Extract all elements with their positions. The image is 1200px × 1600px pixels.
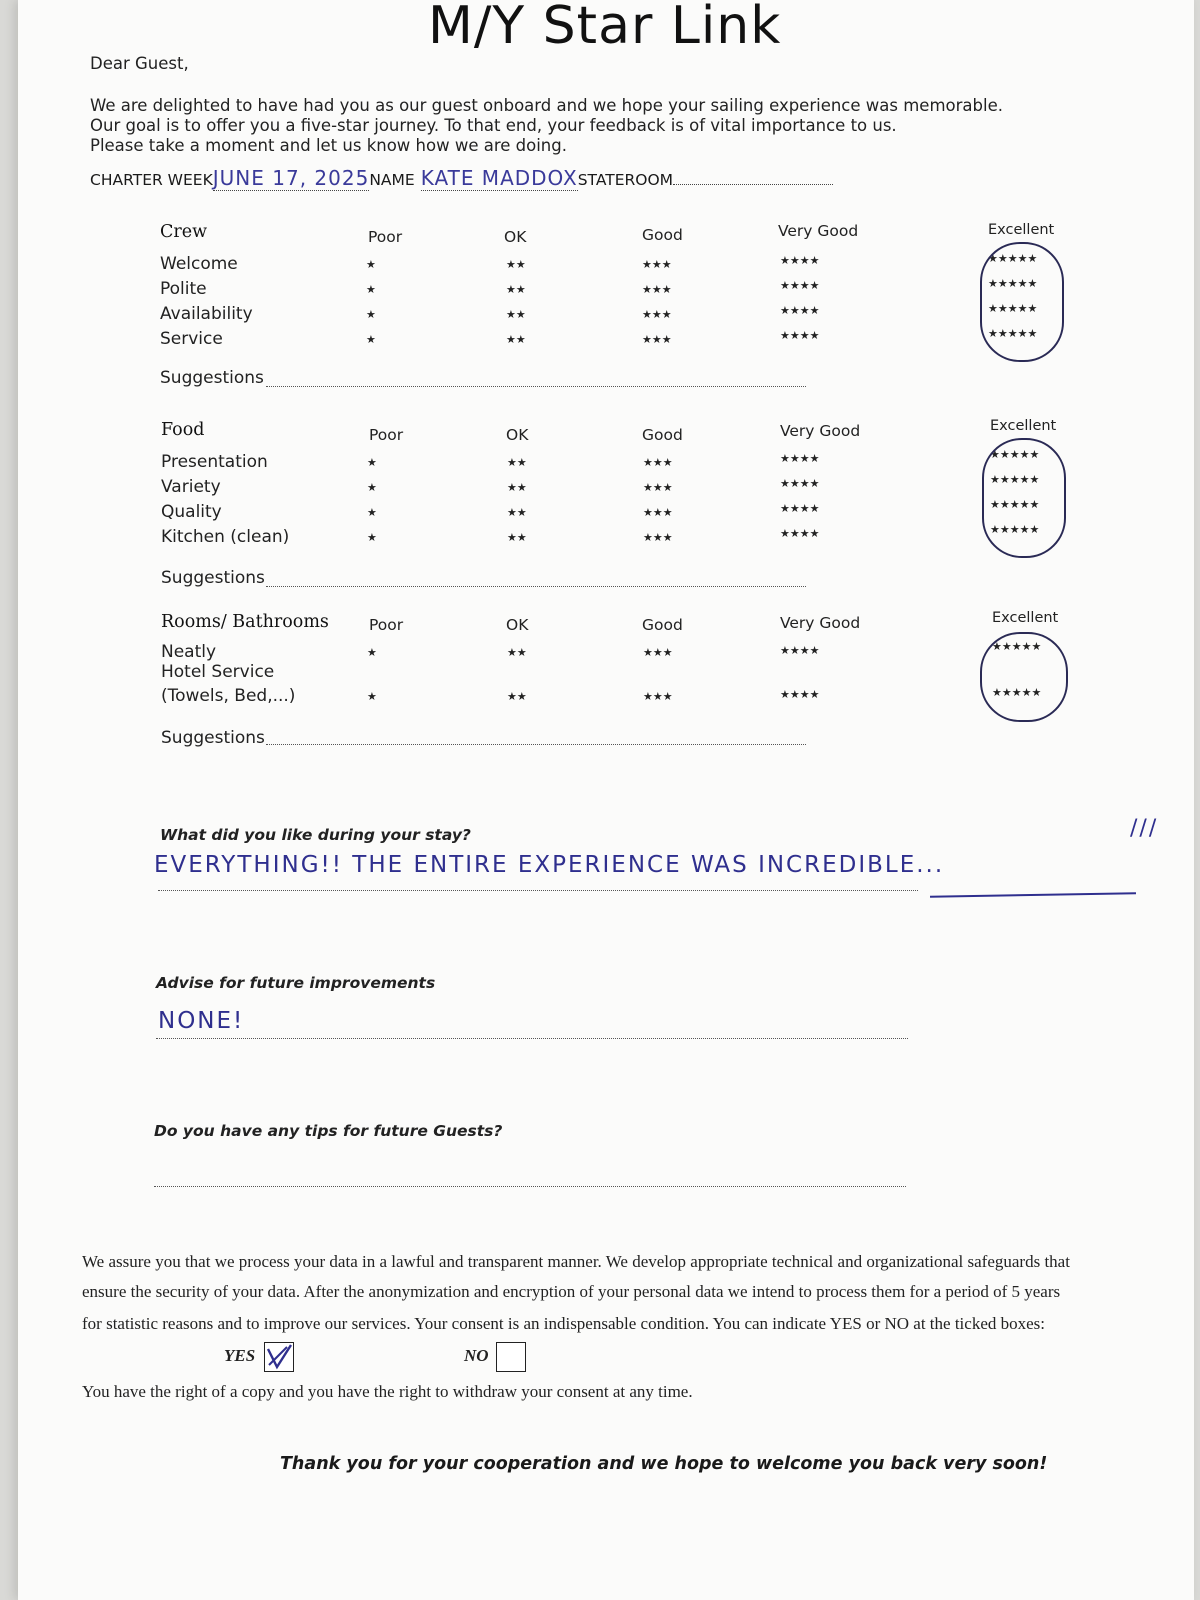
crew-service-stars-very-good[interactable]: ★★★★ (780, 329, 820, 342)
crew-service-stars-poor[interactable]: ★ (366, 333, 376, 346)
feedback-form-sheet (18, 0, 1194, 1600)
liked-answer-field[interactable]: EVERYTHING!! THE ENTIRE EXPERIENCE WAS INCREDIBLE... (154, 852, 945, 878)
rooms-towels-stars-good[interactable]: ★★★ (643, 690, 673, 703)
form-title: M/Y Star Link (428, 0, 782, 56)
rooms-section-title: Rooms/ Bathrooms (161, 612, 329, 632)
food-excellent-circle (982, 438, 1066, 558)
food-kitchen-stars-ok[interactable]: ★★ (507, 531, 527, 544)
crew-col-excellent: Excellent (988, 222, 1055, 238)
consent-line-3: for statistic reasons and to improve our services. Your consent is an indispensable condition. You can indicate YES or NO at the ticked boxes: (82, 1314, 1045, 1333)
food-col-ok: OK (506, 426, 529, 444)
crew-welcome-stars-poor[interactable]: ★ (366, 258, 376, 271)
intro-line-3: Please take a moment and let us know how we are doing. (90, 136, 567, 155)
advise-answer-line (156, 1038, 908, 1039)
food-kitchen-stars-poor[interactable]: ★ (367, 531, 377, 544)
crew-polite-stars-very-good[interactable]: ★★★★ (780, 279, 820, 292)
food-kitchen-stars-excellent[interactable]: ★★★★★ (990, 523, 1040, 536)
rooms-neatly-stars-excellent[interactable]: ★★★★★ (992, 640, 1042, 653)
name-field[interactable]: KATE MADDOX (420, 166, 578, 190)
food-suggestions-field[interactable] (266, 586, 806, 587)
rooms-towels-stars-ok[interactable]: ★★ (507, 690, 527, 703)
crew-welcome-stars-very-good[interactable]: ★★★★ (780, 254, 820, 267)
liked-answer-line (158, 890, 918, 891)
food-presentation-stars-excellent[interactable]: ★★★★★ (990, 448, 1040, 461)
food-item-variety: Variety (161, 477, 221, 497)
tips-question: Do you have any tips for future Guests? (154, 1122, 503, 1140)
food-quality-stars-good[interactable]: ★★★ (643, 506, 673, 519)
consent-no-label: NO (464, 1346, 489, 1365)
crew-polite-stars-poor[interactable]: ★ (366, 283, 376, 296)
stateroom-label: STATEROOM (577, 171, 674, 189)
crew-availability-stars-very-good[interactable]: ★★★★ (780, 304, 820, 317)
crew-excellent-circle (980, 242, 1064, 362)
rooms-neatly-stars-ok[interactable]: ★★ (507, 646, 527, 659)
rooms-neatly-stars-poor[interactable]: ★ (367, 646, 377, 659)
crew-service-stars-good[interactable]: ★★★ (642, 333, 672, 346)
crew-polite-stars-excellent[interactable]: ★★★★★ (988, 277, 1038, 290)
crew-suggestions-field[interactable] (266, 386, 806, 387)
crew-availability-stars-good[interactable]: ★★★ (642, 308, 672, 321)
rooms-neatly-stars-very-good[interactable]: ★★★★ (780, 644, 820, 657)
rooms-towels-stars-excellent[interactable]: ★★★★★ (992, 686, 1042, 699)
crew-item-polite: Polite (160, 279, 207, 299)
rooms-item-towels-bed: (Towels, Bed,...) (161, 686, 296, 706)
crew-availability-stars-excellent[interactable]: ★★★★★ (988, 302, 1038, 315)
food-col-very-good: Very Good (780, 422, 861, 440)
crew-welcome-stars-excellent[interactable]: ★★★★★ (988, 252, 1038, 265)
rooms-towels-stars-poor[interactable]: ★ (367, 690, 377, 703)
food-variety-stars-excellent[interactable]: ★★★★★ (990, 473, 1040, 486)
rooms-suggestions-field[interactable] (266, 744, 806, 745)
greeting: Dear Guest, (90, 54, 189, 73)
name-label: NAME (369, 171, 415, 189)
rooms-col-excellent: Excellent (992, 610, 1059, 626)
food-quality-stars-ok[interactable]: ★★ (507, 506, 527, 519)
charter-week-label: CHARTER WEEK (90, 171, 213, 189)
consent-no-checkbox[interactable] (496, 1342, 526, 1372)
consent-line-1: We assure you that we process your data in a lawful and transparent manner. We develop appropriate technical and organizational safeguards that (82, 1252, 1070, 1271)
food-variety-stars-ok[interactable]: ★★ (507, 481, 527, 494)
consent-line-2: ensure the security of your data. After the anonymization and encryption of your personal data we intend to process them for a period of 5 years (82, 1282, 1061, 1301)
rooms-item-neatly: Neatly (161, 642, 217, 662)
liked-question: What did you like during your stay? (160, 826, 471, 844)
rooms-col-poor: Poor (369, 616, 404, 634)
crew-polite-stars-good[interactable]: ★★★ (642, 283, 672, 296)
advise-answer-field[interactable]: NONE! (158, 1008, 245, 1034)
food-col-poor: Poor (369, 426, 404, 444)
rooms-suggestions-label: Suggestions (161, 728, 265, 748)
crew-col-ok: OK (504, 228, 527, 246)
food-quality-stars-very-good[interactable]: ★★★★ (780, 502, 820, 515)
rooms-col-very-good: Very Good (780, 614, 861, 632)
rooms-item-hotel-service: Hotel Service (161, 662, 275, 682)
food-col-excellent: Excellent (990, 418, 1057, 434)
rooms-col-good: Good (642, 616, 683, 634)
crew-col-poor: Poor (368, 228, 403, 246)
food-quality-stars-poor[interactable]: ★ (367, 506, 377, 519)
intro-line-2: Our goal is to offer you a five-star journey. To that end, your feedback is of vital importance to us. (90, 116, 897, 135)
crew-service-stars-excellent[interactable]: ★★★★★ (988, 327, 1038, 340)
crew-col-good: Good (642, 226, 683, 244)
food-kitchen-stars-very-good[interactable]: ★★★★ (780, 527, 820, 540)
liked-emphasis-mark: /// (1130, 816, 1159, 841)
stateroom-field[interactable] (673, 170, 833, 185)
food-presentation-stars-good[interactable]: ★★★ (643, 456, 673, 469)
crew-availability-stars-poor[interactable]: ★ (366, 308, 376, 321)
charter-info-row (90, 166, 950, 190)
rooms-col-ok: OK (506, 616, 529, 634)
food-variety-stars-very-good[interactable]: ★★★★ (780, 477, 820, 490)
liked-handwritten-underline (930, 892, 1136, 898)
rooms-towels-stars-very-good[interactable]: ★★★★ (780, 688, 820, 701)
tips-answer-line (154, 1186, 906, 1187)
food-variety-stars-good[interactable]: ★★★ (643, 481, 673, 494)
crew-availability-stars-ok[interactable]: ★★ (506, 308, 526, 321)
crew-section-title: Crew (160, 222, 208, 242)
intro-line-1: We are delighted to have had you as our guest onboard and we hope your sailing experience was memorable. (90, 96, 1003, 115)
food-presentation-stars-ok[interactable]: ★★ (507, 456, 527, 469)
crew-welcome-stars-ok[interactable]: ★★ (506, 258, 526, 271)
charter-week-field[interactable]: JUNE 17, 2025 (212, 166, 370, 190)
food-item-kitchen: Kitchen (clean) (161, 527, 290, 547)
crew-item-availability: Availability (160, 304, 253, 324)
food-quality-stars-excellent[interactable]: ★★★★★ (990, 498, 1040, 511)
food-item-quality: Quality (161, 502, 222, 522)
crew-item-welcome: Welcome (160, 254, 238, 274)
rooms-neatly-stars-good[interactable]: ★★★ (643, 646, 673, 659)
food-presentation-stars-poor[interactable]: ★ (367, 456, 377, 469)
consent-rights: You have the right of a copy and you have the right to withdraw your consent at any time. (82, 1382, 693, 1401)
food-kitchen-stars-good[interactable]: ★★★ (643, 531, 673, 544)
crew-welcome-stars-good[interactable]: ★★★ (642, 258, 672, 271)
rooms-excellent-circle (980, 632, 1068, 722)
food-item-presentation: Presentation (161, 452, 268, 472)
crew-col-very-good: Very Good (778, 222, 859, 240)
checkmark-icon (265, 1343, 293, 1371)
food-suggestions-label: Suggestions (161, 568, 265, 588)
crew-service-stars-ok[interactable]: ★★ (506, 333, 526, 346)
consent-yes-checkbox[interactable] (264, 1342, 294, 1372)
crew-suggestions-label: Suggestions (160, 368, 264, 388)
food-presentation-stars-very-good[interactable]: ★★★★ (780, 452, 820, 465)
food-col-good: Good (642, 426, 683, 444)
consent-yes-label: YES (224, 1346, 256, 1365)
food-section-title: Food (161, 420, 205, 440)
thank-you-note: Thank you for your cooperation and we hope to welcome you back very soon! (280, 1454, 1048, 1474)
advise-question: Advise for future improvements (156, 974, 436, 992)
food-variety-stars-poor[interactable]: ★ (367, 481, 377, 494)
crew-polite-stars-ok[interactable]: ★★ (506, 283, 526, 296)
crew-item-service: Service (160, 329, 223, 349)
